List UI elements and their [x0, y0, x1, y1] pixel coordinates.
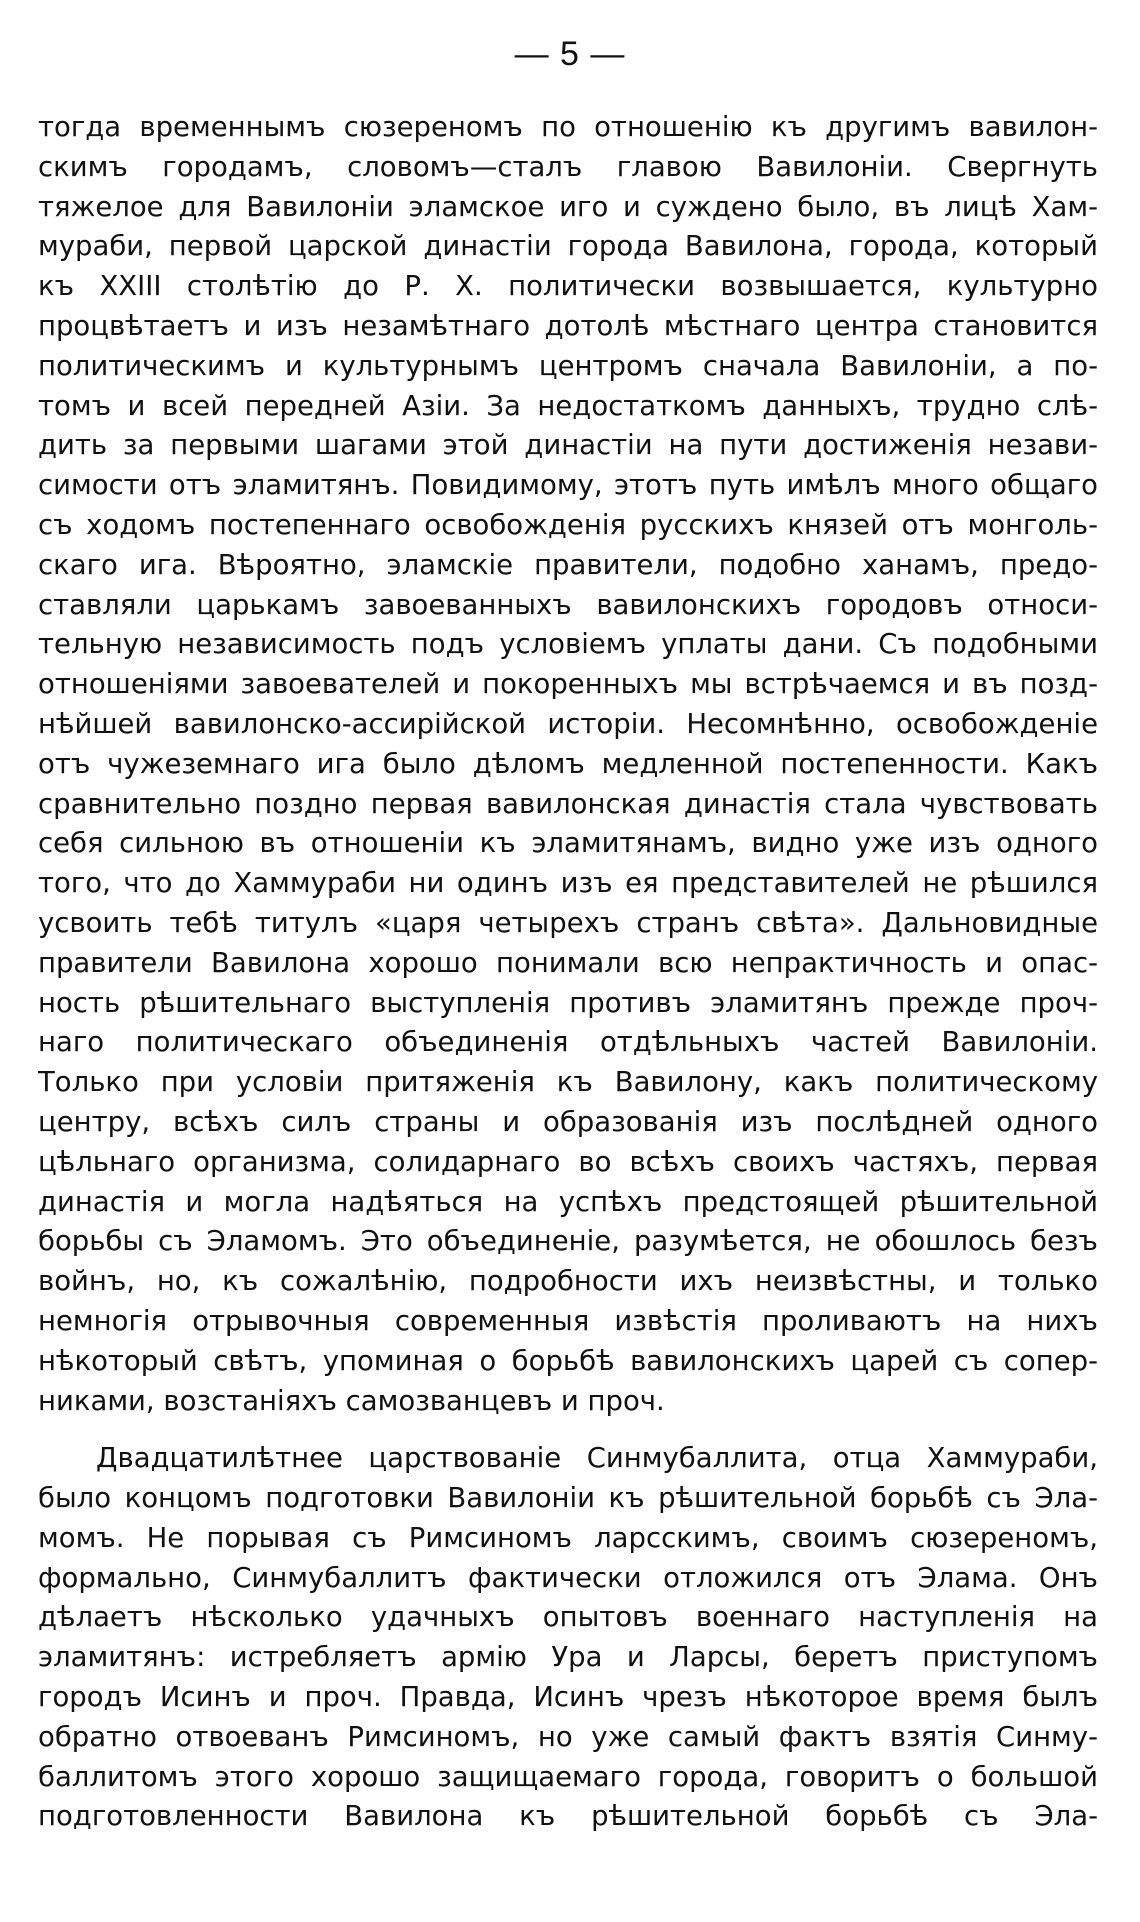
text-line: симости отъ эламитянъ. Повидимому, этотъ путь имѣлъ много общаго — [38, 469, 1098, 502]
text-body — [38, 108, 1098, 1837]
text-line: томъ и всей передней Азіи. За недостаткомъ данныхъ, трудно слѣ- — [38, 389, 1098, 422]
paragraph-1 — [38, 108, 1098, 1421]
text-line: обратно отвоеванъ Римсиномъ, но уже самый фактъ взятія Синму- — [38, 1720, 1098, 1753]
text-line: отношеніями завоевателей и покоренныхъ мы встрѣчаемся и въ позд- — [38, 668, 1098, 701]
text-line: себя сильною въ отношеніи къ эламитянамъ, видно уже изъ одного — [38, 827, 1098, 860]
text-line: формально, Синмубаллитъ фактически отложился отъ Элама. Онъ — [38, 1561, 1098, 1594]
text-line: династія и могла надѣяться на успѣхъ предстоящей рѣшительной — [38, 1185, 1098, 1218]
text-line: скимъ городамъ, словомъ—сталъ главою Вавилоніи. Свергнуть — [38, 150, 1098, 183]
paragraph-2 — [38, 1439, 1098, 1837]
text-line: центру, всѣхъ силъ страны и образованія изъ послѣдней одного — [38, 1105, 1098, 1138]
text-line: нѣкоторый свѣтъ, упоминая о борьбѣ вавилонскихъ царей съ сопер- — [38, 1344, 1098, 1377]
text-line: момъ. Не порывая съ Римсиномъ ларсскимъ, своимъ сюзереномъ, — [38, 1521, 1098, 1554]
text-line: борьбы съ Эламомъ. Это объединеніе, разумѣется, не обошлось безъ — [38, 1225, 1098, 1258]
text-line: мураби, первой царской династіи города Вавилона, города, который — [38, 230, 1098, 263]
text-line: тогда временнымъ сюзереномъ по отношенію къ другимъ вавилон- — [38, 111, 1098, 143]
text-line: скаго ига. Вѣроятно, эламскіе правители, подобно ханамъ, предо- — [38, 548, 1098, 581]
page-number: — 5 — — [514, 35, 626, 73]
text-line: нѣйшей вавилонско-ассирійской исторіи. Несомнѣнно, освобожденіе — [38, 707, 1098, 740]
text-line: сравнительно поздно первая вавилонская династія стала чувствовать — [38, 787, 1098, 820]
text-line: городъ Исинъ и проч. Правда, Исинъ чрезъ нѣкоторое время былъ — [38, 1681, 1098, 1714]
text-line: было концомъ подготовки Вавилоніи къ рѣшительной борьбѣ съ Эла- — [38, 1482, 1098, 1515]
text-line: процвѣтаетъ и изъ незамѣтнаго дотолѣ мѣстнаго центра становится — [38, 309, 1098, 342]
text-line: немногія отрывочныя современныя извѣстія проливаютъ на нихъ — [38, 1304, 1098, 1337]
text-line: къ XXIII столѣтію до Р. Х. политически возвышается, культурно — [38, 270, 1098, 303]
text-line: политическимъ и культурнымъ центромъ сначала Вавилоніи, а по- — [38, 349, 1098, 382]
text-line: ность рѣшительнаго выступленія противъ эламитянъ прежде проч- — [38, 986, 1098, 1019]
text-line: правители Вавилона хорошо понимали всю непрактичность и опас- — [38, 946, 1098, 979]
text-line: отъ чужеземнаго ига было дѣломъ медленной постепенности. Какъ — [38, 747, 1098, 780]
text-line: цѣльнаго организма, солидарнаго во всѣхъ своихъ частяхъ, первая — [38, 1145, 1098, 1178]
text-line: дѣлаетъ нѣсколько удачныхъ опытовъ военнаго наступленія на — [38, 1601, 1098, 1634]
text-line: тяжелое для Вавилоніи эламское иго и суждено было, въ лицѣ Хам- — [38, 190, 1098, 223]
text-line: съ ходомъ постепеннаго освобожденія русскихъ князей отъ монголь- — [38, 508, 1098, 541]
text-line: дить за первыми шагами этой династіи на пути достиженія незави- — [38, 429, 1098, 462]
text-line: тельную независимость подъ условіемъ уплаты дани. Съ подобными — [38, 628, 1098, 661]
paragraph-gap — [38, 1421, 1098, 1439]
text-line: подготовленности Вавилона къ рѣшительной борьбѣ съ Эла- — [38, 1800, 1098, 1833]
text-line: наго политическаго объединенія отдѣльныхъ частей Вавилоніи. — [38, 1026, 1098, 1059]
text-line: Только при условіи притяженія къ Вавилону, какъ политическому — [38, 1066, 1098, 1099]
text-line: Двадцатилѣтнее царствованіе Синмубаллита, отца Хаммураби, — [96, 1442, 1098, 1475]
text-line: ставляли царькамъ завоеванныхъ вавилонскихъ городовъ относи- — [38, 588, 1098, 621]
text-line: баллитомъ этого хорошо защищаемаго города, говоритъ о большой — [38, 1760, 1098, 1793]
text-line: того, что до Хаммураби ни одинъ изъ ея представителей не рѣшился — [38, 867, 1098, 900]
text-line: войнъ, но, къ сожалѣнію, подробности ихъ неизвѣстны, и только — [38, 1265, 1098, 1298]
text-line: никами, возстаніяхъ самозванцевъ и проч. — [38, 1384, 665, 1417]
text-line: эламитянъ: истребляетъ армію Ура и Ларсы, беретъ приступомъ — [38, 1641, 1098, 1674]
text-line: усвоить тебѣ титулъ «царя четырехъ странъ свѣта». Дальновидные — [38, 906, 1098, 939]
